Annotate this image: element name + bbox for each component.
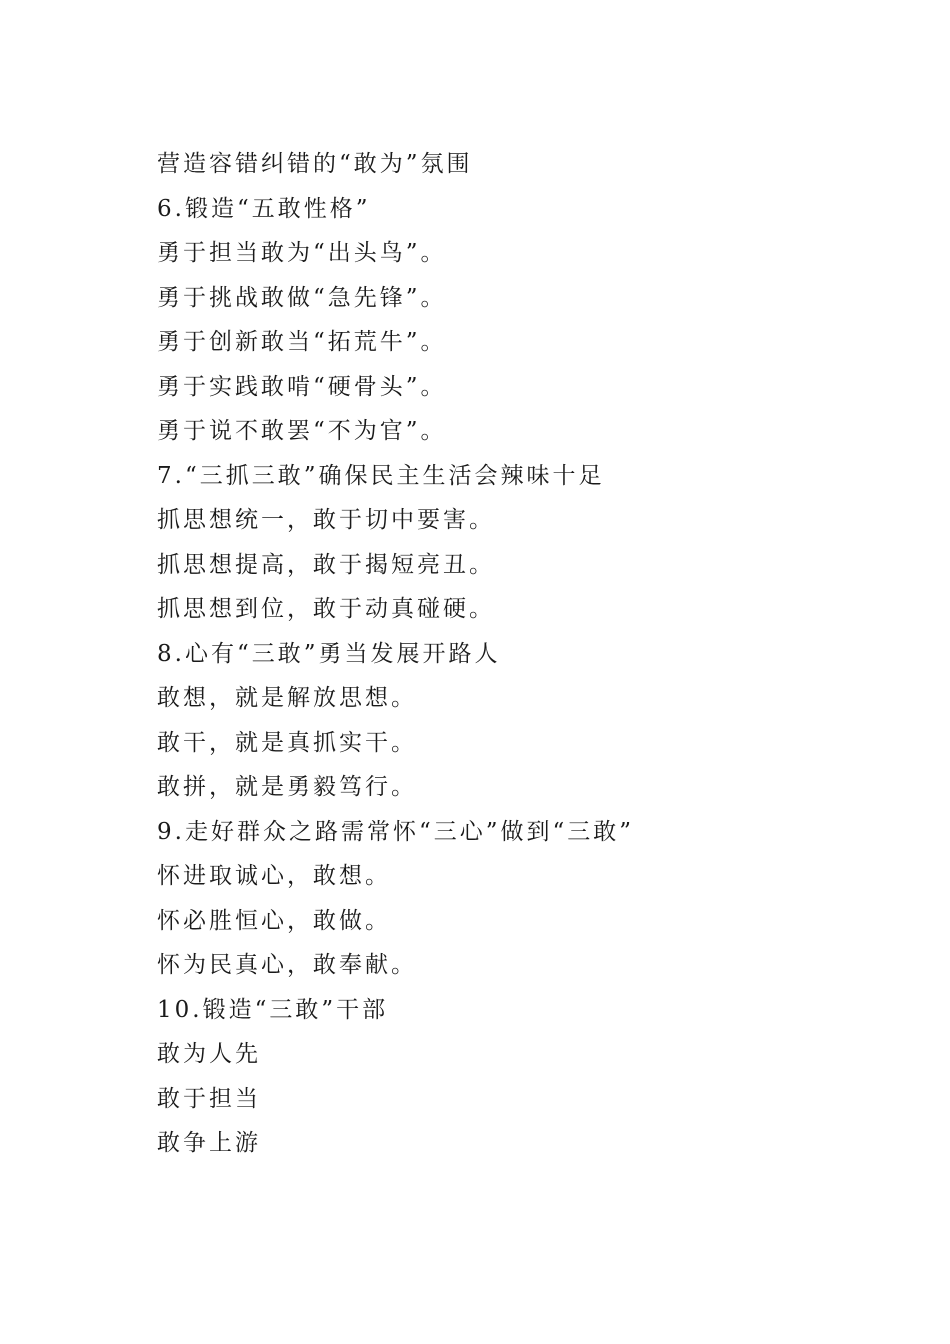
text-line: 敢干，就是真抓实干。 xyxy=(157,729,417,756)
text-line: 抓思想到位，敢于动真碰硬。 xyxy=(157,596,495,622)
document-body xyxy=(157,142,857,1166)
text-line: 抓思想提高，敢于揭短亮丑。 xyxy=(157,551,495,578)
section-heading: 10.锻造“三敢”干部 xyxy=(157,996,389,1023)
text-line: 勇于挑战敢做“急先锋”。 xyxy=(157,284,447,311)
text-line: 勇于实践敢啃“硬骨头”。 xyxy=(157,373,447,400)
text-line: 勇于说不敢罢“不为官”。 xyxy=(157,418,447,444)
text-line: 敢拼，就是勇毅笃行。 xyxy=(157,774,417,800)
text-line: 怀必胜恒心，敢做。 xyxy=(157,907,391,934)
text-line: 敢于担当 xyxy=(157,1085,261,1112)
text-line: 勇于创新敢当“拓荒牛”。 xyxy=(157,329,447,355)
section-heading: 7.“三抓三敢”确保民主生活会辣味十足 xyxy=(157,462,605,489)
text-line: 营造容错纠错的“敢为”氛围 xyxy=(157,151,473,177)
text-line: 抓思想统一，敢于切中要害。 xyxy=(157,507,495,533)
text-line: 怀为民真心，敢奉献。 xyxy=(157,952,417,978)
text-line: 敢为人先 xyxy=(157,1041,261,1067)
section-heading: 8.心有“三敢”勇当发展开路人 xyxy=(157,640,501,667)
text-line: 怀进取诚心，敢想。 xyxy=(157,863,391,889)
section-heading: 6.锻造“五敢性格” xyxy=(157,195,371,222)
text-line: 敢想，就是解放思想。 xyxy=(157,685,417,711)
section-heading: 9.走好群众之路需常怀“三心”做到“三敢” xyxy=(157,818,634,845)
text-line: 勇于担当敢为“出头鸟”。 xyxy=(157,240,447,266)
text-line: 敢争上游 xyxy=(157,1130,261,1156)
